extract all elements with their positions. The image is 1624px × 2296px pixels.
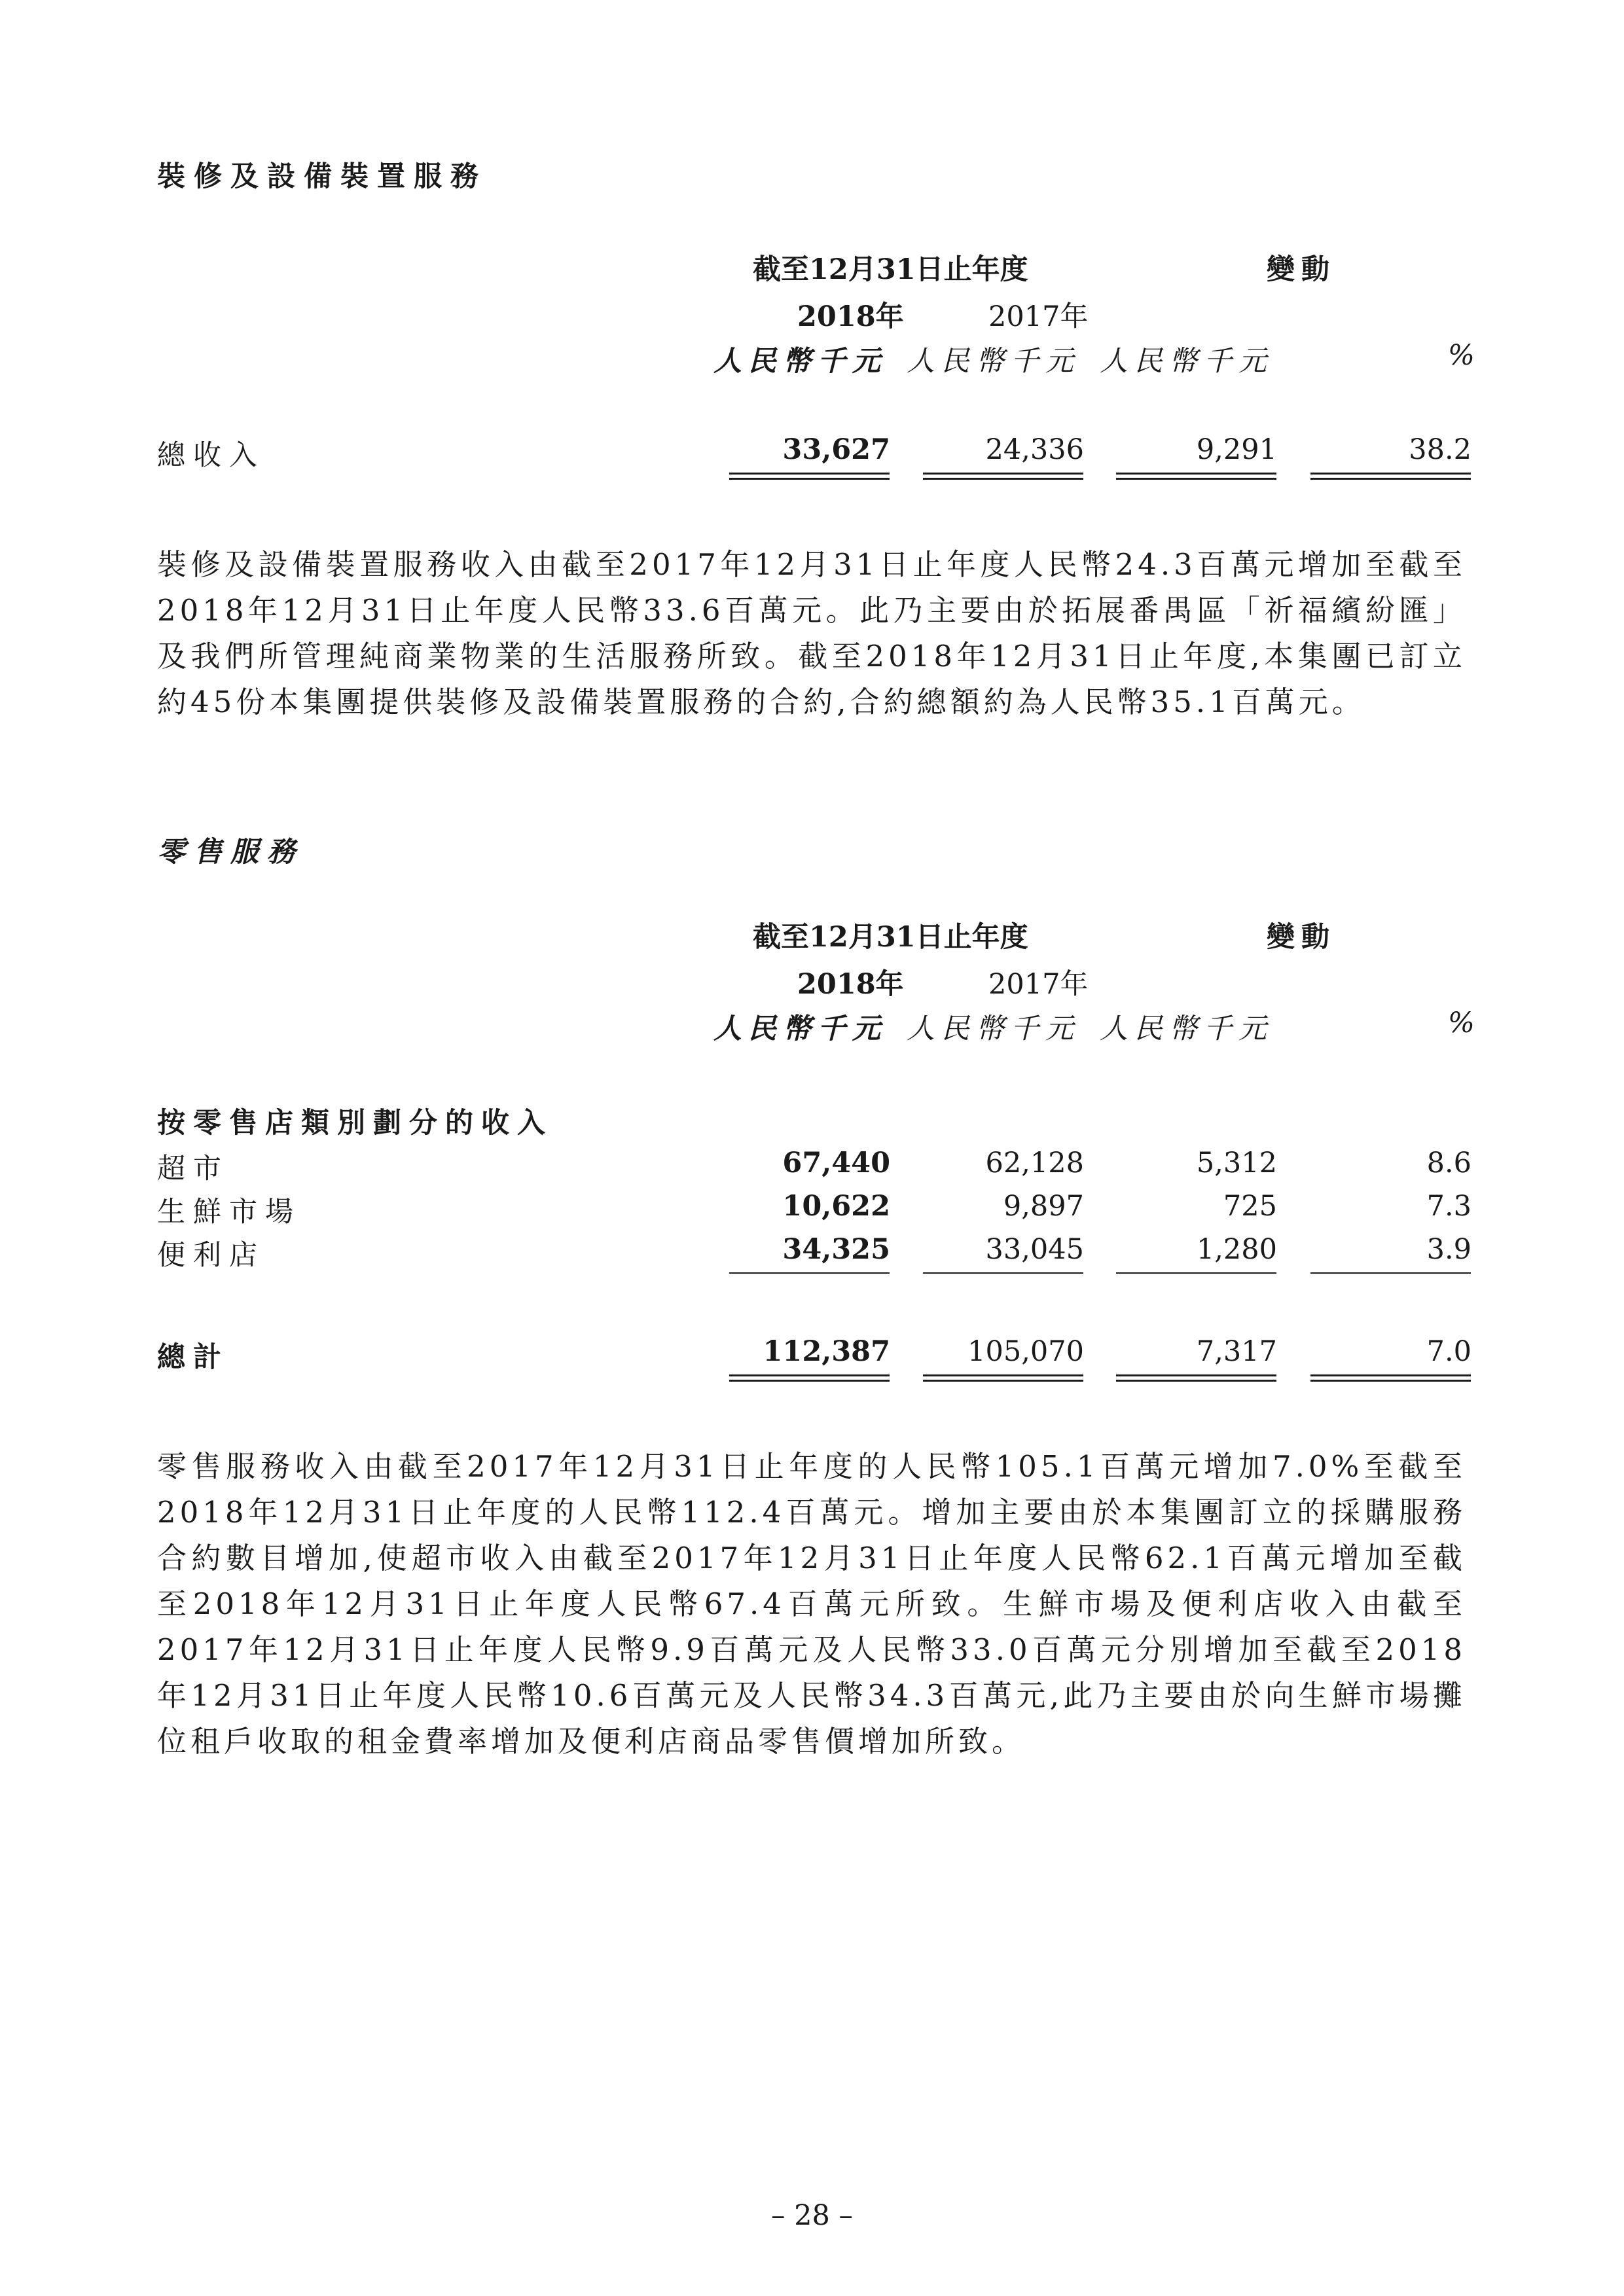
cell-pct: 38.2 [1409,433,1471,466]
double-underline [1116,473,1276,480]
unit-pct-header: % [1448,1007,1481,1039]
cell-current: 10,622 [782,1190,890,1223]
change-header: 變動 [1267,253,1336,286]
table-subheading: 按零售店類別劃分的收入 [157,1107,553,1139]
unit-prior-header: 人民幣千元 [907,345,1080,378]
cell-current: 34,325 [782,1233,890,1266]
cell-pct: 7.3 [1426,1190,1471,1223]
unit-pct-header: % [1448,339,1481,372]
unit-change-header: 人民幣千元 [1100,1013,1273,1045]
row-label-supermarket: 超市 [157,1153,229,1185]
cell-pct: 7.0 [1426,1335,1471,1368]
unit-change-header: 人民幣千元 [1100,345,1273,378]
section-heading-renovation: 裝修及設備裝置服務 [157,160,487,193]
change-header: 變動 [1267,921,1336,954]
cell-pct: 3.9 [1426,1233,1471,1266]
cell-prior: 24,336 [985,433,1084,466]
cell-prior: 62,128 [985,1147,1084,1179]
double-underline [1310,1374,1471,1382]
unit-current-header: 人民幣千元 [713,1013,887,1045]
period-header: 截至12月31日止年度 [753,253,1028,286]
cell-prior: 105,070 [967,1335,1084,1368]
double-underline [923,1374,1083,1382]
cell-current: 33,627 [782,433,890,466]
cell-change: 9,291 [1196,433,1277,466]
double-underline [1310,473,1471,480]
subtotal-line [1116,1272,1276,1274]
subtotal-line [729,1272,890,1274]
renovation-paragraph: 裝修及設備裝置服務收入由截至2017年12月31日止年度人民幣24.3百萬元增加至截至2018年12月31日止年度人民幣33.6百萬元。此乃主要由於拓展番禺區「祈福繽紛匯」及我們所管理純商業物業的生活服務所致。截至2018年12月31日止年度,本集團已訂立約45份本集團提供裝修及設備裝置服務的合約,合約總額約為人民幣35.1百萬元。 [157,547,1466,719]
double-underline [1116,1374,1276,1382]
cell-prior: 9,897 [1003,1190,1084,1223]
cell-change: 725 [1223,1190,1277,1223]
period-header: 截至12月31日止年度 [753,921,1028,954]
retail-paragraph: 零售服務收入由截至2017年12月31日止年度的人民幣105.1百萬元增加7.0%至截至2018年12月31日止年度的人民幣112.4百萬元。增加主要由於本集團訂立的採購服務合約數目增加,使超市收入由截至2017年12月31日止年度人民幣62.1百萬元增加至截至2018年12月31日止年度人民幣67.4百萬元所致。生鮮市場及便利店收入由截至2017年12月31日止年度人民幣9.9百萬元及人民幣33.0百萬元分別增加至截至2018年12月31日止年度人民幣10.6百萬元及人民幣34.3百萬元,此乃主要由於向生鮮市場攤位租戶收取的租金費率增加及便利店商品零售價增加所致。 [157,1449,1466,1759]
page-number: – 28 – [770,2199,854,2232]
double-underline [729,1374,890,1382]
cell-prior: 33,045 [985,1233,1084,1266]
section-heading-retail: 零售服務 [157,836,304,869]
row-label-total: 總計 [157,1341,229,1374]
cell-current: 67,440 [782,1147,890,1179]
year-prior-header: 2017年 [988,300,1089,333]
unit-prior-header: 人民幣千元 [907,1013,1080,1045]
row-label-fresh-market: 生鮮市場 [157,1196,301,1229]
row-label-total-revenue: 總收入 [157,439,265,472]
cell-change: 5,312 [1196,1147,1277,1179]
cell-current: 112,387 [763,1335,890,1368]
cell-pct: 8.6 [1426,1147,1471,1179]
year-current-header: 2018年 [797,968,904,1001]
row-label-convenience-store: 便利店 [157,1239,265,1272]
year-prior-header: 2017年 [988,968,1089,1001]
subtotal-line [923,1272,1083,1274]
double-underline [729,473,890,480]
year-current-header: 2018年 [797,300,904,333]
cell-change: 7,317 [1196,1335,1277,1368]
unit-current-header: 人民幣千元 [713,345,887,378]
cell-change: 1,280 [1196,1233,1277,1266]
double-underline [923,473,1083,480]
subtotal-line [1310,1272,1471,1274]
